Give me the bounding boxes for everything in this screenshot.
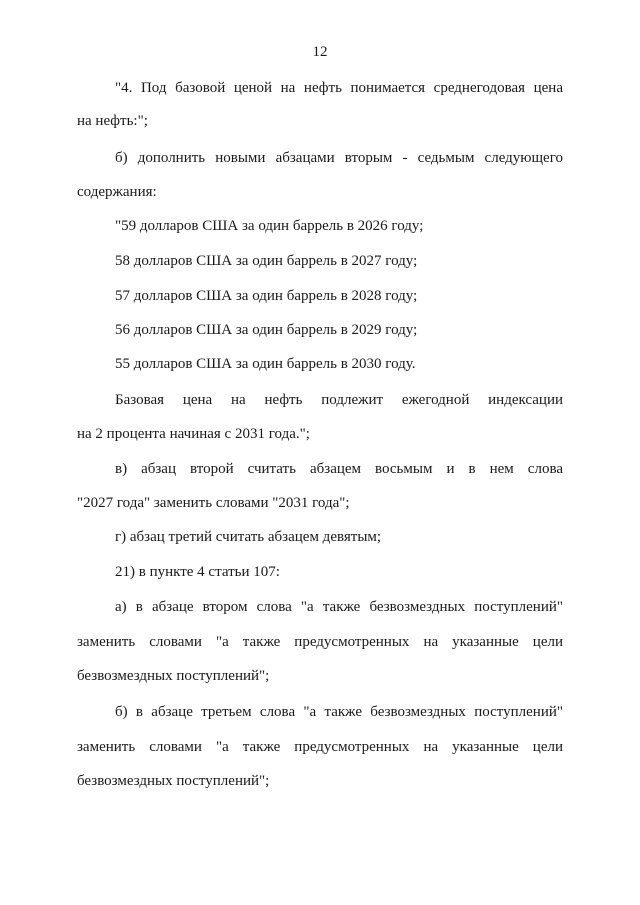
text-line: 57 долларов США за один баррель в 2028 году; [115, 288, 418, 304]
text-line: заменить словами "а также предусмотренных на указанные цели [77, 739, 563, 755]
text-line: "2027 года" заменить словами "2031 года"; [77, 495, 350, 511]
text-line: на 2 процента начиная с 2031 года."; [77, 426, 310, 442]
text-line: на нефть:"; [77, 113, 148, 129]
text-line: б) в абзаце третьем слова "а также безвозмездных поступлений" [115, 704, 563, 720]
text-line: заменить словами "а также предусмотренных на указанные цели [77, 634, 563, 650]
text-line: Базовая цена на нефть подлежит ежегодной индексации [115, 392, 563, 408]
text-line: б) дополнить новыми абзацами вторым - седьмым следующего [115, 150, 563, 166]
text-line: "59 долларов США за один баррель в 2026 году; [115, 218, 424, 234]
text-line: 21) в пункте 4 статьи 107: [115, 564, 280, 580]
text-line: безвозмездных поступлений"; [77, 668, 270, 684]
text-line: 55 долларов США за один баррель в 2030 году. [115, 356, 416, 372]
text-line: а) в абзаце втором слова "а также безвозмездных поступлений" [115, 599, 563, 615]
text-line: г) абзац третий считать абзацем девятым; [115, 529, 382, 545]
text-line: в) абзац второй считать абзацем восьмым и в нем слова [115, 461, 563, 477]
text-line: "4. Под базовой ценой на нефть понимается среднегодовая цена [115, 80, 563, 96]
page-number: 12 [312, 44, 328, 60]
text-line: 58 долларов США за один баррель в 2027 году; [115, 253, 418, 269]
text-line: 56 долларов США за один баррель в 2029 году; [115, 322, 418, 338]
text-line: содержания: [77, 184, 157, 200]
text-line: безвозмездных поступлений"; [77, 773, 270, 789]
